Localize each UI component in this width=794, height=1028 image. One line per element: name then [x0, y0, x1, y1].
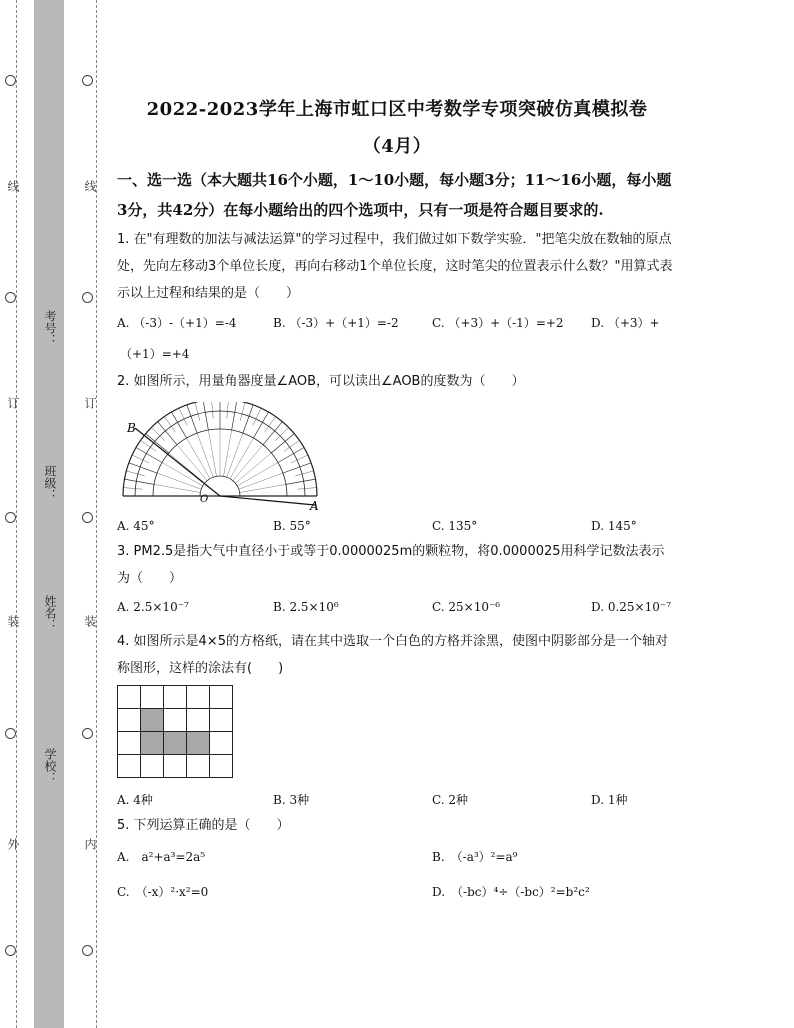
- question-5-stem: 5. 下列运算正确的是（ ）: [117, 818, 290, 833]
- hole-circle: [5, 512, 16, 523]
- shaded-cell: [164, 732, 187, 755]
- square-grid-figure: [117, 685, 233, 778]
- question-4-option-a: A. 4种: [117, 793, 153, 807]
- hole-circle: [82, 728, 93, 739]
- field-class: 班级：: [43, 465, 57, 501]
- outer-label: 装: [6, 615, 20, 627]
- field-exam-number: 考号：: [43, 310, 57, 346]
- question-4-stem: 4. 如图所示是4×5的方格纸，请在其中选取一个白色的方格并涂黑，使图中阴影部分是一个轴对称图形，这样的涂法有( ): [117, 634, 668, 676]
- question-2-option-a: A. 45°: [117, 519, 155, 533]
- shaded-cell: [141, 709, 164, 732]
- point-o-label: O: [200, 494, 209, 505]
- question-5-option-c: C. （-x）²·x²=0: [117, 885, 209, 899]
- question-1-option-d-wrap: （+1）=+4: [120, 347, 190, 361]
- shaded-cell: [187, 732, 210, 755]
- outer-label: 外: [6, 838, 20, 850]
- field-name: 姓名：: [43, 595, 57, 631]
- question-2-stem: 2. 如图所示，用量角器度量∠AOB，可以读出∠AOB的度数为（ ）: [117, 374, 525, 389]
- hole-circle: [82, 75, 93, 86]
- question-3-option-a: A. 2.5×10⁻⁷: [117, 600, 189, 614]
- question-4-option-c: C. 2种: [432, 793, 469, 807]
- question-1-option-b: B. （-3）+（+1）=-2: [273, 316, 399, 330]
- hole-circle: [5, 292, 16, 303]
- hole-circle: [5, 728, 16, 739]
- question-3-option-b: B. 2.5×10⁶: [273, 600, 339, 614]
- section-header: 一、选一选（本大题共16个小题，1～10小题，每小题3分；11～16小题，每小题3分，共42分）在每小题给出的四个选项中，只有一项是符合题目要求的.: [117, 171, 672, 219]
- hole-circle: [5, 945, 16, 956]
- inner-label: 线: [83, 180, 97, 192]
- question-3-option-d: D. 0.25×10⁻⁷: [591, 600, 672, 614]
- inner-label: 装: [83, 615, 97, 627]
- point-b-label: B: [127, 421, 136, 435]
- hole-circle: [82, 512, 93, 523]
- question-2-option-d: D. 145°: [591, 519, 637, 533]
- question-5-option-a: A. a²+a³=2a⁵: [117, 850, 206, 864]
- page-subtitle: （4月）: [362, 136, 432, 157]
- shaded-cell: [141, 732, 164, 755]
- question-4-option-b: B. 3种: [273, 793, 310, 807]
- point-a-label: A: [310, 499, 319, 513]
- question-5-option-b: B. （-a³）²=a⁹: [432, 850, 518, 864]
- hole-circle: [5, 75, 16, 86]
- hole-circle: [82, 292, 93, 303]
- question-1-option-c: C. （+3）+（-1）=+2: [432, 316, 564, 330]
- protractor-scale: [123, 402, 317, 496]
- question-3-option-c: C. 25×10⁻⁶: [432, 600, 501, 614]
- question-1-option-d: D. （+3）+: [591, 316, 660, 330]
- page-title: 2022-2023学年上海市虹口区中考数学专项突破仿真模拟卷: [146, 99, 648, 120]
- protractor-figure: [115, 402, 325, 514]
- question-2-option-b: B. 55°: [273, 519, 311, 533]
- question-1-option-a: A. （-3）-（+1）=-4: [117, 316, 237, 330]
- question-4-option-d: D. 1种: [591, 793, 628, 807]
- field-school: 学校：: [43, 748, 57, 784]
- outer-label: 线: [6, 180, 20, 192]
- outer-label: 订: [6, 397, 20, 409]
- question-5-option-d: D. （-bc）⁴÷（-bc）²=b²c²: [432, 885, 590, 899]
- inner-label: 订: [83, 397, 97, 409]
- hole-circle: [82, 945, 93, 956]
- question-2-option-c: C. 135°: [432, 519, 478, 533]
- question-3-stem: 3. PM2.5是指大气中直径小于或等于0.0000025m的颗粒物，将0.0000025用科学记数法表示为（ ）: [117, 544, 665, 586]
- inner-label: 内: [83, 838, 97, 850]
- question-1-stem: 1. 在"有理数的加法与减法运算"的学习过程中，我们做过如下数学实验．"把笔尖放在数轴的原点处，先向左移动3个单位长度，再向右移动1个单位长度，这时笔尖的位置表示什么数？"用算式表示以上过程和结果的是（ ）: [117, 232, 673, 301]
